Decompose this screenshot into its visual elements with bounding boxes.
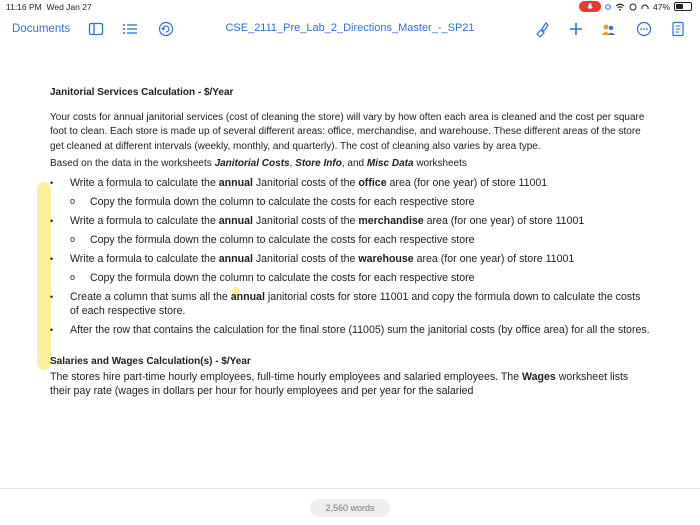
- format-brush-icon[interactable]: [534, 20, 550, 38]
- list-item: • After the row that contains the calculation for the final store (11005) sum the janitorial costs (by office area) for all the stores.: [50, 323, 650, 338]
- list-item: • Write a formula to calculate the annual Janitorial costs of the warehouse area (for one year) of store 11001: [50, 252, 650, 267]
- more-icon[interactable]: [636, 20, 652, 38]
- list-item: o Copy the formula down the column to calculate the costs for each respective store: [50, 195, 650, 210]
- microphone-icon: [579, 1, 601, 12]
- status-bar: [0, 0, 700, 14]
- list-item: o Copy the formula down the column to calculate the costs for each respective store: [50, 271, 650, 286]
- add-icon[interactable]: [568, 20, 584, 38]
- battery-icon: [674, 2, 692, 11]
- headphones-icon: [641, 3, 649, 11]
- status-date: Wed Jan 27: [46, 2, 92, 12]
- collaborate-icon[interactable]: [600, 20, 616, 38]
- list-item: • Write a formula to calculate the annual Janitorial costs of the office area (for one year) of store 11001: [50, 176, 650, 191]
- toolbar: [0, 14, 700, 44]
- section-heading-salaries: Salaries and Wages Calculation(s) - $/Year: [50, 356, 251, 367]
- list-item: • Write a formula to calculate the annual Janitorial costs of the merchandise area (for one year) of store 11001: [50, 214, 650, 229]
- janitorial-based-on: Based on the data in the worksheets Janitorial Costs, Store Info, and Misc Data worksheets: [50, 158, 467, 169]
- janitorial-task-list: [50, 176, 650, 338]
- word-count-button[interactable]: 2,560 words: [310, 499, 390, 517]
- section-heading-janitorial: Janitorial Services Calculation - $/Year: [50, 87, 234, 98]
- document-title[interactable]: CSE_2111_Pre_Lab_2_Directions_Master_-_SP21: [225, 22, 475, 34]
- footer-divider: [0, 488, 700, 489]
- documents-button[interactable]: Documents: [12, 23, 71, 35]
- janitorial-intro: Your costs for annual janitorial services (cost of cleaning the store) will vary by how often each area is cleaned and the cost per square foot to clean. Each store is made up of several different areas: office, merchandise, and warehouse. These different areas of the store get cleaned at different intervals (weekly, monthly, and quarterly). The cost of cleaning also varies by area type.: [50, 111, 645, 152]
- salaries-text: The stores hire part-time hourly employees, full-time hourly employees and salaried employees. The Wages worksheet lists their pay rate (wages in dollars per hour for hourly employees and per year for the salaried: [50, 370, 629, 397]
- location-icon: [605, 3, 611, 11]
- list-item: o Copy the formula down the column to calculate the costs for each respective store: [50, 233, 650, 248]
- document-body[interactable]: [50, 86, 650, 399]
- highlighter-mark: [37, 182, 51, 370]
- status-time: 11:16 PM Wed Jan 27: [6, 2, 92, 12]
- document-setup-icon[interactable]: [670, 20, 686, 38]
- wifi-icon: [615, 3, 625, 11]
- battery-percent: 47%: [652, 1, 670, 12]
- list-item: • Create a column that sums all the annual janitorial costs for store 11001 and copy the formula down to calculate the costs of each respective store.: [50, 290, 650, 319]
- orientation-lock-icon: [629, 3, 637, 11]
